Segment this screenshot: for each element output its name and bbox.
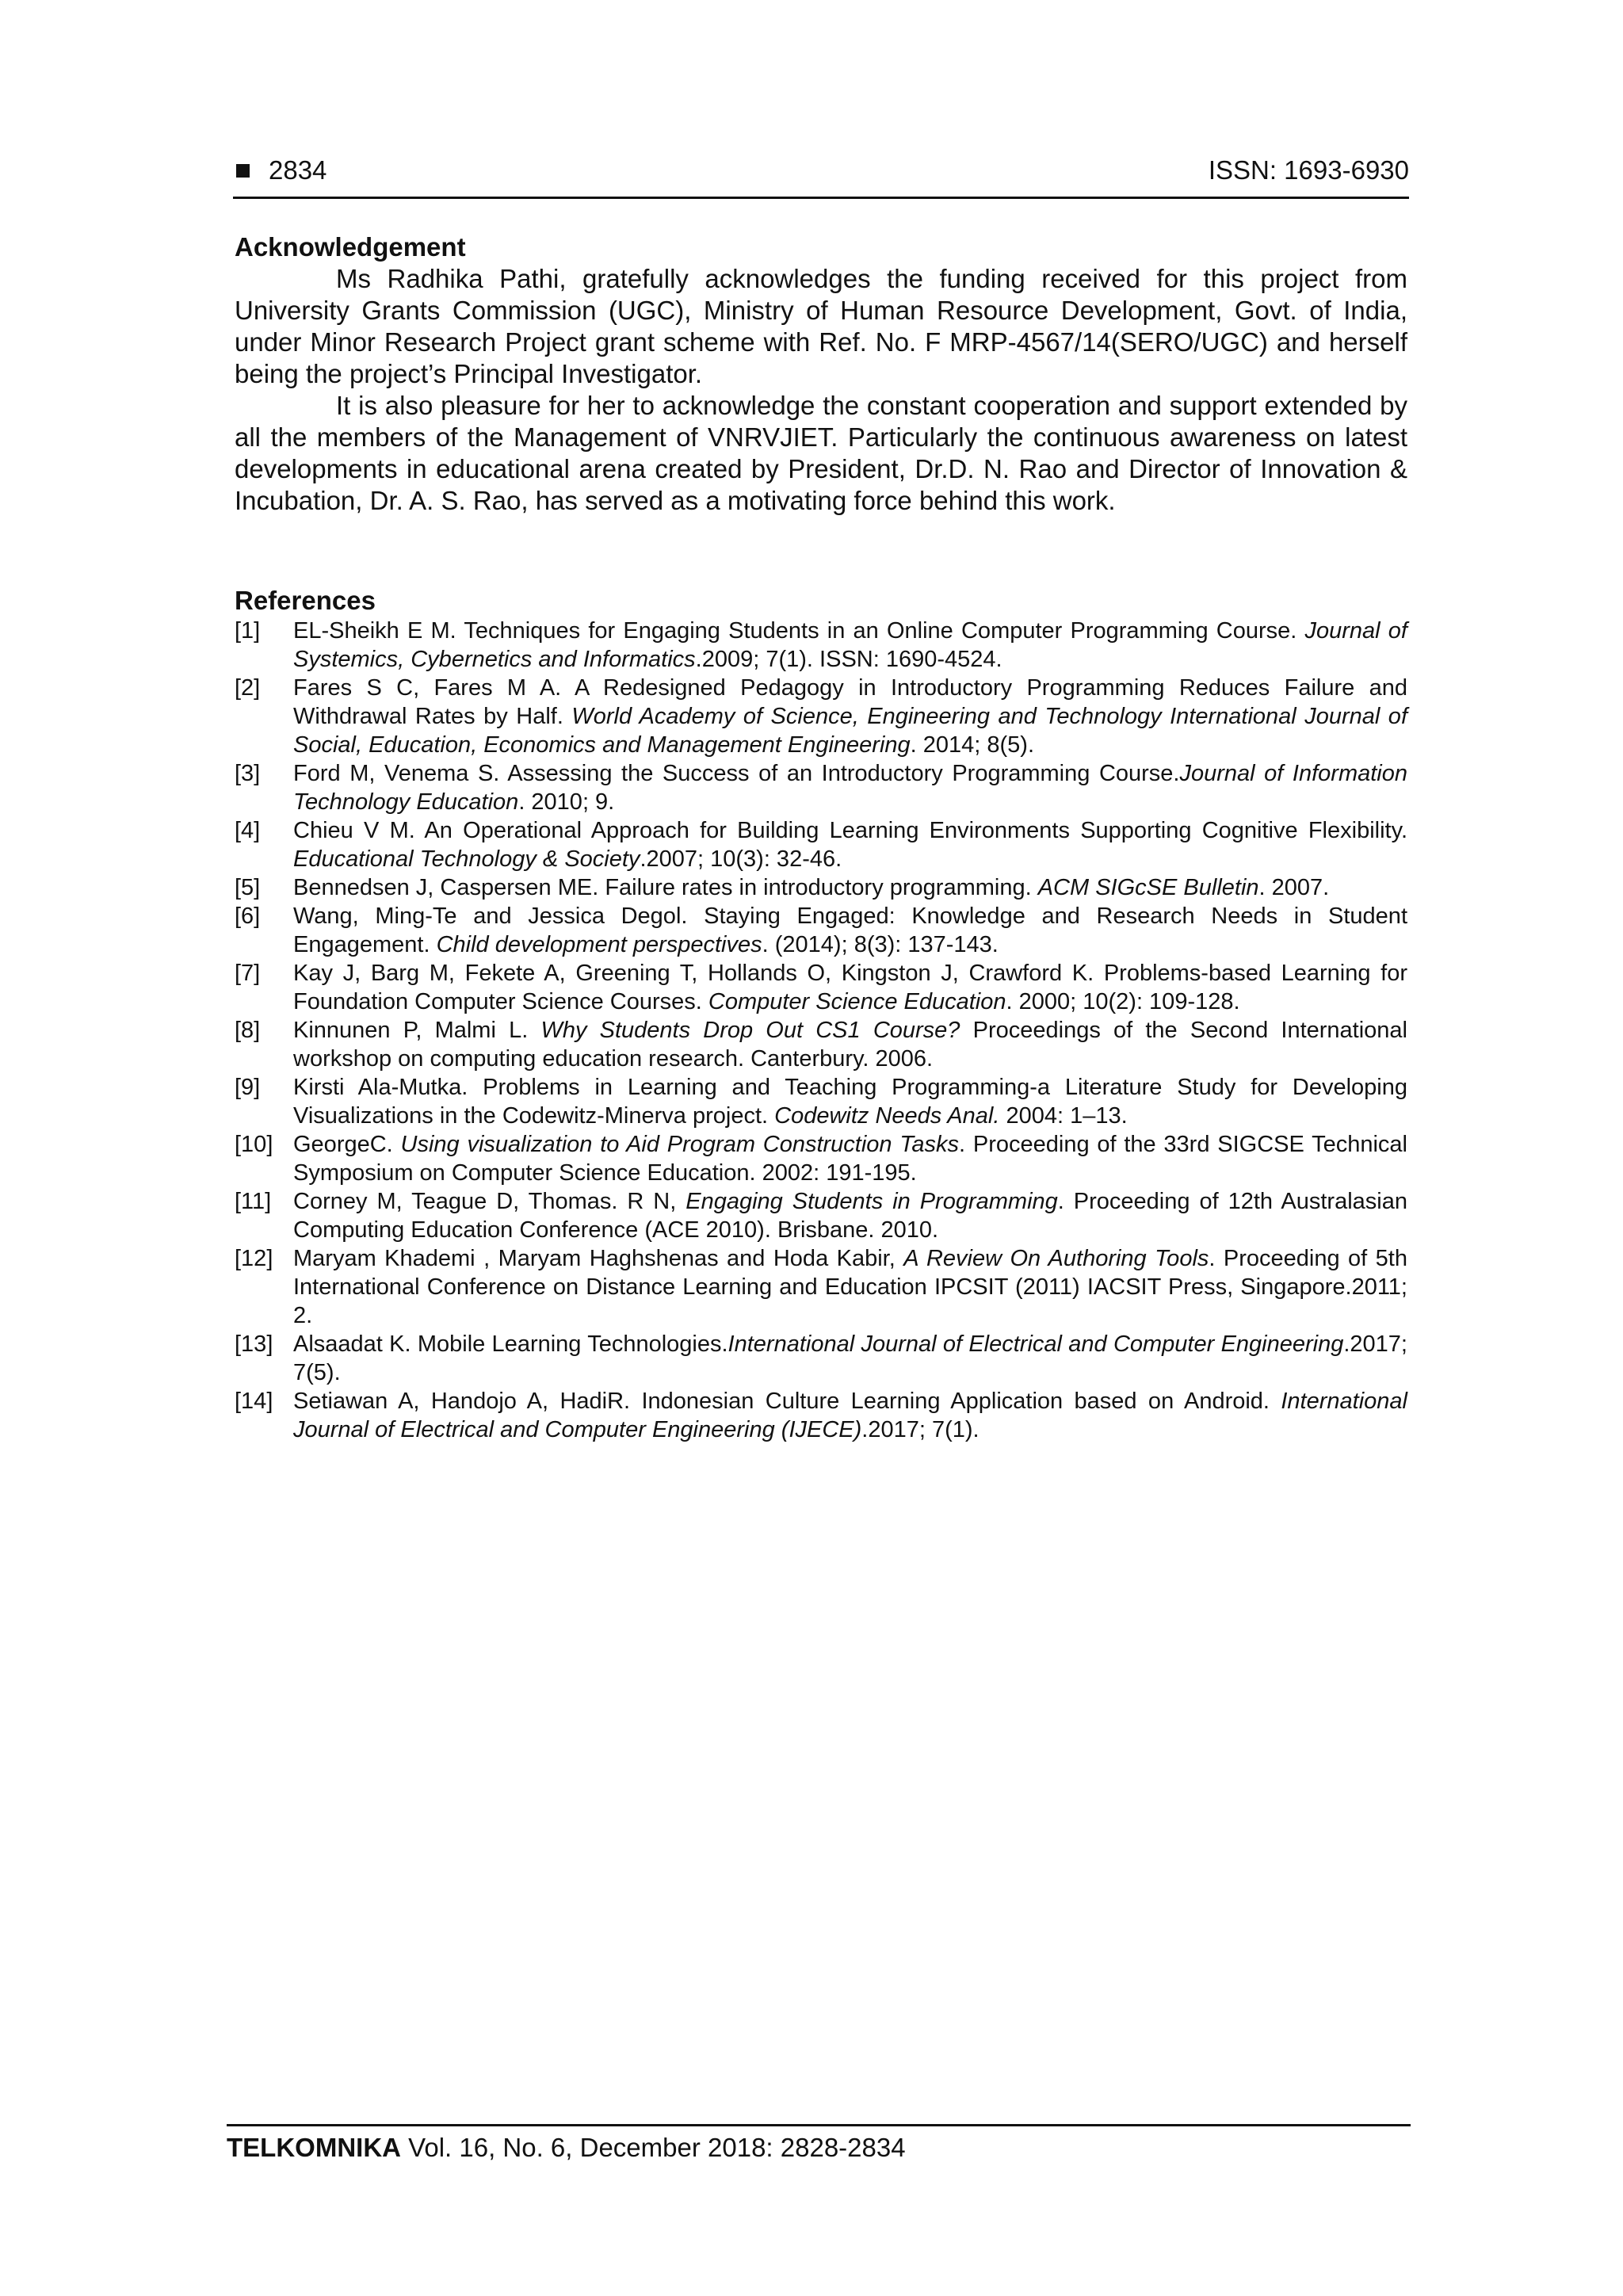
reference-item — [235, 1244, 1407, 1330]
issn-label: ISSN: 1693-6930 — [1208, 155, 1409, 185]
reference-item — [235, 1016, 1407, 1073]
reference-authors-title: Chieu V M. An Operational Approach for Building Learning Environments Supporting Cognitive Flexibility. — [293, 818, 1407, 843]
reference-number: [13] — [235, 1331, 273, 1357]
reference-authors-title: Kirsti Ala-Mutka. Problems in Learning and Teaching Programming-a Literature Study for Developing Visualizations in the Codewitz-Minerva project. — [293, 1075, 1407, 1129]
page-content — [235, 231, 1407, 1444]
reference-item — [235, 959, 1407, 1016]
reference-item — [235, 1330, 1407, 1387]
reference-authors-title: Fares S C, Fares M A. A Redesigned Pedagogy in Introductory Programming Reduces Failure and Withdrawal Rates by Half. — [293, 675, 1407, 729]
reference-publication-info: . 2000; 10(2): 109-128. — [1006, 989, 1240, 1014]
reference-item — [235, 674, 1407, 759]
footer-issue-details: Vol. 16, No. 6, December 2018: 2828-2834 — [400, 2133, 906, 2162]
reference-item — [235, 816, 1407, 873]
reference-item — [235, 617, 1407, 674]
page-number: 2834 — [269, 155, 327, 185]
acknowledgement-heading: Acknowledgement — [235, 232, 466, 262]
reference-source: International Journal of Electrical and Computer Engineering (IJECE) — [293, 1389, 1407, 1442]
reference-text — [293, 1016, 1407, 1073]
reference-text — [293, 759, 1407, 816]
reference-number: [2] — [235, 675, 261, 701]
reference-source: Child development perspectives — [436, 932, 762, 957]
reference-authors-title: Wang, Ming-Te and Jessica Degol. Staying Engaged: Knowledge and Research Needs in Student Engagement. — [293, 904, 1407, 957]
reference-source: Journal of Information Technology Education — [293, 761, 1407, 815]
reference-publication-info: . Proceeding of 5th International Conference on Distance Learning and Education IPCSIT (2011) IACSIT Press, Singapore.2011; 2. — [293, 1246, 1407, 1328]
reference-authors-title: Ford M, Venema S. Assessing the Success of an Introductory Programming Course. — [293, 761, 1180, 786]
reference-number: [12] — [235, 1246, 273, 1271]
reference-publication-info: .2017; 7(1). — [861, 1417, 980, 1442]
page-header — [233, 155, 1409, 199]
reference-source: Using visualization to Aid Program Construction Tasks — [400, 1132, 960, 1157]
reference-item — [235, 1073, 1407, 1130]
page-footer — [227, 2124, 1411, 2163]
reference-authors-title: EL-Sheikh E M. Techniques for Engaging Students in an Online Computer Programming Course. — [293, 618, 1305, 644]
reference-text — [293, 674, 1407, 759]
reference-text — [293, 617, 1407, 674]
reference-text — [293, 1244, 1407, 1330]
reference-publication-info: Proceedings of the Second International workshop on computing education research. Canterbury. 2006. — [293, 1018, 1408, 1072]
reference-list — [235, 617, 1407, 1444]
reference-source: International Journal of Electrical and Computer Engineering — [727, 1331, 1344, 1357]
reference-publication-info: .2007; 10(3): 32-46. — [640, 846, 842, 872]
reference-source: Computer Science Education — [708, 989, 1006, 1014]
reference-source: Engaging Students in Programming — [685, 1189, 1058, 1214]
reference-source: World Academy of Science, Engineering and Technology International Journal of Social, Education, Economics and Management Engineering — [293, 704, 1407, 758]
reference-publication-info: . 2007. — [1258, 875, 1330, 900]
reference-number: [14] — [235, 1389, 273, 1414]
reference-authors-title: Alsaadat K. Mobile Learning Technologies. — [293, 1331, 728, 1357]
reference-item — [235, 1387, 1407, 1444]
black-square-icon — [236, 164, 250, 178]
reference-item — [235, 1187, 1407, 1244]
reference-publication-info: . 2010; 9. — [518, 789, 615, 815]
reference-number: [4] — [235, 818, 261, 843]
reference-publication-info: . (2014); 8(3): 137-143. — [762, 932, 999, 957]
acknowledgement-paragraph-2: It is also pleasure for her to acknowledge the constant cooperation and support extended by all the members of the Management of VNRVJIET. Particularly the continuous awareness on latest developments in educational arena created by President, Dr.D. N. Rao and Director of Innovation & Incubation, Dr. A. S. Rao, has served as a motivating force behind this work. — [235, 391, 1407, 515]
reference-source: A Review On Authoring Tools — [903, 1246, 1209, 1271]
reference-number: [6] — [235, 904, 261, 929]
reference-publication-info: . Proceeding of 12th Australasian Computing Education Conference (ACE 2010). Brisbane. 2010. — [293, 1189, 1407, 1243]
reference-publication-info: .2009; 7(1). ISSN: 1690-4524. — [695, 647, 1002, 672]
references-heading: References — [235, 586, 376, 615]
reference-source: Why Students Drop Out CS1 Course? — [540, 1018, 960, 1043]
reference-authors-title: Corney M, Teague D, Thomas. R N, — [293, 1189, 686, 1214]
reference-number: [11] — [235, 1189, 272, 1214]
reference-source: ACM SIGcSE Bulletin — [1037, 875, 1259, 900]
reference-text — [293, 1330, 1407, 1387]
reference-text — [293, 873, 1407, 902]
footer-journal-name: TELKOMNIKA — [227, 2133, 401, 2162]
reference-item — [235, 902, 1407, 959]
reference-text — [293, 902, 1407, 959]
header-page-number-group — [233, 155, 327, 185]
reference-publication-info: . 2014; 8(5). — [910, 732, 1035, 758]
reference-authors-title: Setiawan A, Handojo A, HadiR. Indonesian Culture Learning Application based on Android. — [293, 1389, 1281, 1414]
reference-item — [235, 1130, 1407, 1187]
reference-authors-title: Kay J, Barg M, Fekete A, Greening T, Hollands O, Kingston J, Crawford K. Problems-based Learning for Foundation Computer Science Courses. — [293, 961, 1407, 1014]
reference-text — [293, 1130, 1407, 1187]
reference-source: Codewitz Needs Anal. — [774, 1103, 1000, 1129]
reference-item — [235, 873, 1407, 902]
reference-number: [8] — [235, 1018, 261, 1043]
reference-number: [1] — [235, 618, 261, 644]
reference-publication-info: .2017; 7(5). — [293, 1331, 1407, 1385]
reference-text — [293, 959, 1407, 1016]
reference-number: [7] — [235, 961, 261, 986]
reference-text — [293, 1187, 1407, 1244]
reference-publication-info: . Proceeding of the 33rd SIGCSE Technical Symposium on Computer Science Education. 2002: 191-195. — [293, 1132, 1407, 1186]
acknowledgement-paragraph-1: Ms Radhika Pathi, gratefully acknowledges the funding received for this project from University Grants Commission (UGC), Ministry of Human Resource Development, Govt. of India, under Minor Research Project grant scheme with Ref. No. F MRP-4567/14(SERO/UGC) and herself being the project’s Principal Investigator. — [235, 264, 1407, 388]
reference-authors-title: Bennedsen J, Caspersen ME. Failure rates in introductory programming. — [293, 875, 1038, 900]
reference-source: Educational Technology & Society — [293, 846, 640, 872]
reference-source: Journal of Systemics, Cybernetics and Informatics — [293, 618, 1407, 672]
reference-number: [10] — [235, 1132, 273, 1157]
reference-text — [293, 1073, 1407, 1130]
reference-authors-title: Maryam Khademi , Maryam Haghshenas and Hoda Kabir, — [293, 1246, 904, 1271]
reference-authors-title: Kinnunen P, Malmi L. — [293, 1018, 541, 1043]
reference-text — [293, 816, 1407, 873]
reference-text — [293, 1387, 1407, 1444]
reference-number: [9] — [235, 1075, 261, 1100]
reference-item — [235, 759, 1407, 816]
reference-number: [3] — [235, 761, 261, 786]
reference-number: [5] — [235, 875, 261, 900]
reference-authors-title: GeorgeC. — [293, 1132, 401, 1157]
reference-publication-info: 2004: 1–13. — [999, 1103, 1128, 1129]
